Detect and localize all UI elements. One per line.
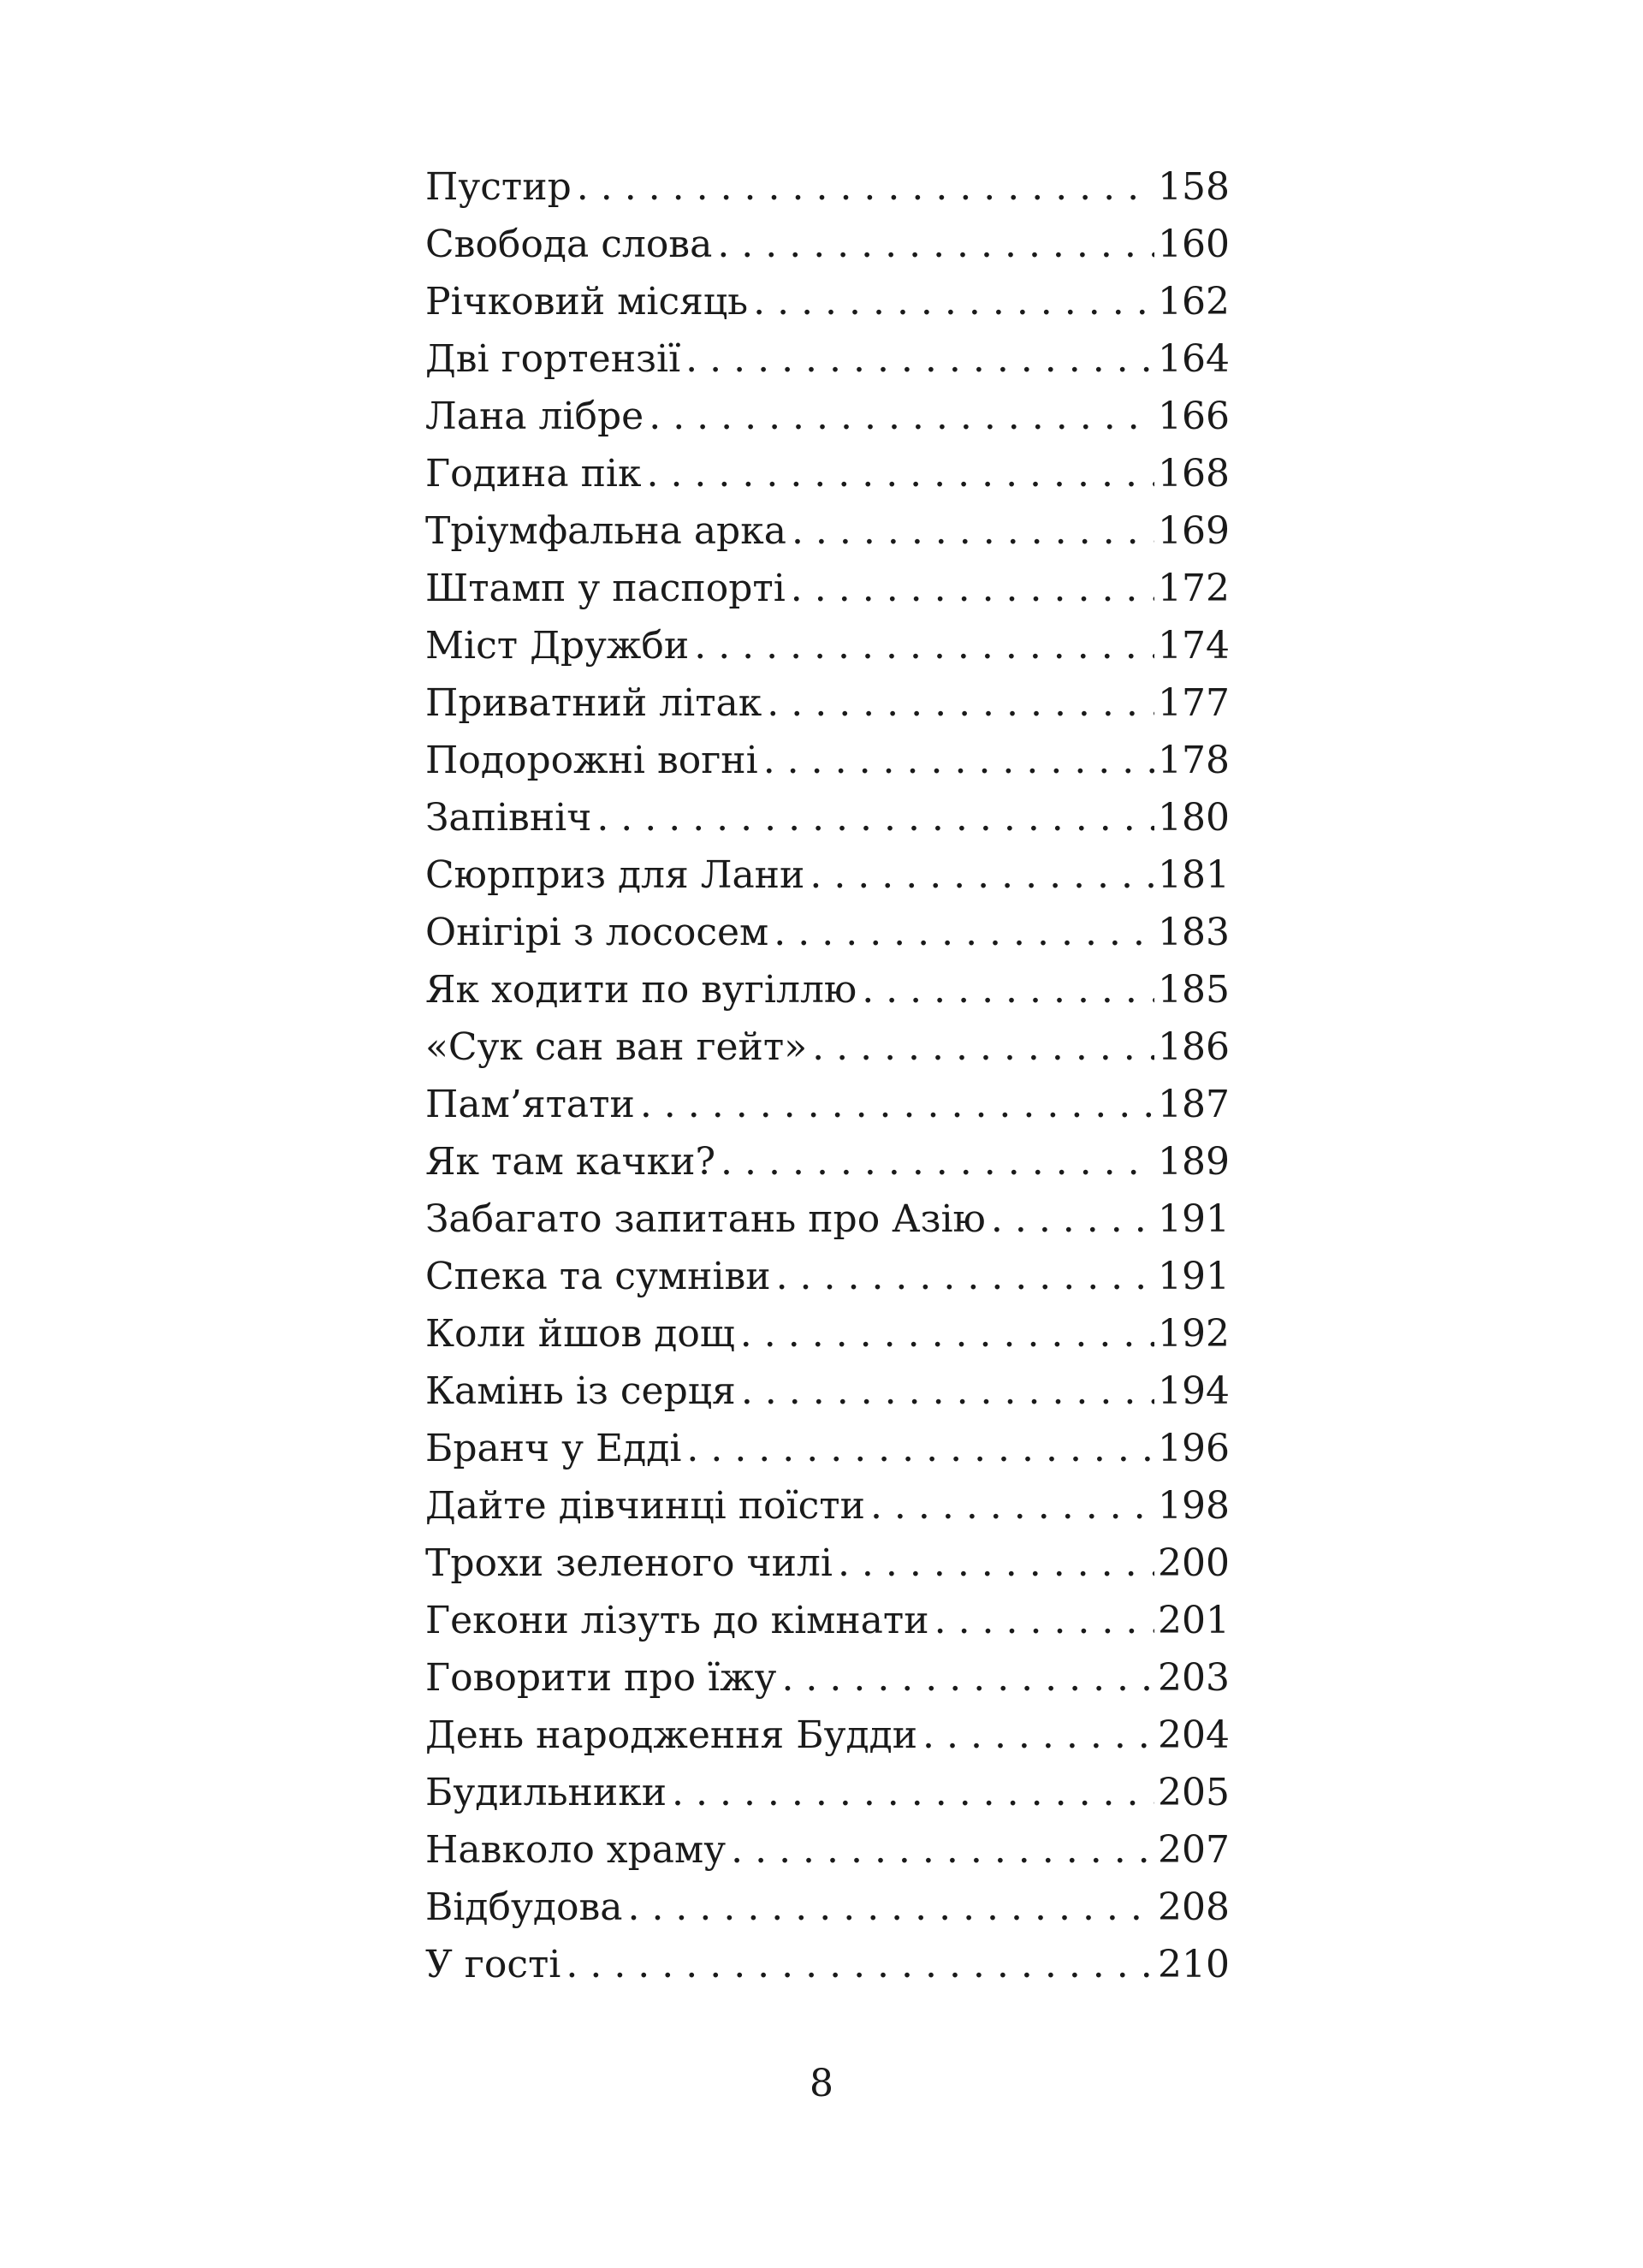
toc-entry-page: 185 [1158, 968, 1230, 1012]
toc-entry-title: Лана лібре [425, 395, 644, 438]
toc-entry-title: Тріумфальна арка [425, 509, 786, 553]
toc-entry-page: 201 [1158, 1599, 1230, 1642]
page-number: 8 [810, 2062, 833, 2105]
toc-entry-page: 189 [1158, 1140, 1230, 1184]
toc-entry-title: Онігірі з лососем [425, 911, 769, 954]
toc-dot-leader [627, 1879, 1154, 1936]
toc-dot-leader [922, 1707, 1154, 1764]
toc-entry-title: Річковий місяць [425, 280, 749, 324]
toc-entry-page: 172 [1158, 567, 1230, 610]
toc-entry [425, 732, 1230, 789]
toc-dot-leader [640, 1076, 1154, 1133]
toc-entry [425, 1363, 1230, 1420]
toc-dot-leader [649, 388, 1154, 445]
toc-entry [425, 1477, 1230, 1535]
toc-entry-title: Як там качки? [425, 1140, 716, 1184]
toc-dot-leader [686, 1420, 1154, 1477]
toc-dot-leader [740, 1305, 1154, 1363]
toc-entry-title: Штамп у паспорті [425, 567, 786, 610]
toc-entry-title: Будильники [425, 1771, 667, 1814]
toc-dot-leader [566, 1936, 1154, 1993]
toc-entry-page: 169 [1158, 509, 1230, 553]
toc-entry-page: 200 [1158, 1541, 1230, 1585]
toc-dot-leader [753, 273, 1154, 330]
toc-entry-page: 194 [1158, 1369, 1230, 1413]
toc-entry [425, 158, 1230, 216]
toc-dot-leader [934, 1592, 1154, 1649]
toc-entry-title: «Сук сан ван гейт» [425, 1025, 808, 1069]
toc-entry-page: 181 [1158, 853, 1230, 897]
toc-dot-leader [672, 1764, 1154, 1821]
toc-entry [425, 1879, 1230, 1936]
toc-entry-title: Говорити про їжу [425, 1656, 777, 1700]
toc-entry [425, 789, 1230, 846]
toc-entry-page: 162 [1158, 280, 1230, 324]
toc-entry [425, 1420, 1230, 1477]
toc-entry-page: 160 [1158, 223, 1230, 266]
toc-entry-page: 210 [1158, 1943, 1230, 1986]
toc-entry-page: 180 [1158, 796, 1230, 840]
toc-entry-page: 198 [1158, 1484, 1230, 1528]
toc-dot-leader [694, 617, 1154, 674]
toc-entry [425, 904, 1230, 961]
toc-dot-leader [721, 1133, 1154, 1190]
toc-entry [425, 502, 1230, 560]
toc-entry [425, 1076, 1230, 1133]
toc-dot-leader [646, 445, 1154, 502]
toc-entry-page: 187 [1158, 1083, 1230, 1126]
toc-entry-title: Пам’ятати [425, 1083, 635, 1126]
toc-entry-page: 174 [1158, 624, 1230, 668]
toc-entry-title: Подорожні вогні [425, 739, 758, 782]
toc-dot-leader [774, 904, 1154, 961]
toc-entry [425, 273, 1230, 330]
toc-entry-title: Спека та сумніви [425, 1255, 771, 1298]
toc-dot-leader [792, 502, 1154, 560]
toc-entry-title: Запівніч [425, 796, 592, 840]
toc-dot-leader [838, 1535, 1154, 1592]
toc-entry-title: Коли йшов дощ [425, 1312, 735, 1356]
toc-entry [425, 1305, 1230, 1363]
toc-entry-title: Приватний літак [425, 681, 762, 725]
toc-entry-title: Пустир [425, 165, 572, 209]
toc-entry [425, 617, 1230, 674]
toc-entry-page: 178 [1158, 739, 1230, 782]
toc-entry-page: 208 [1158, 1885, 1230, 1929]
toc-dot-leader [791, 560, 1154, 617]
toc-entry-page: 183 [1158, 911, 1230, 954]
toc-entry [425, 388, 1230, 445]
toc-entry-page: 207 [1158, 1828, 1230, 1872]
toc-entry [425, 1592, 1230, 1649]
toc-entry-title: У гості [425, 1943, 561, 1986]
toc-entry-title: День народження Будди [425, 1713, 918, 1757]
toc-dot-leader [685, 330, 1154, 388]
toc-entry-title: Відбудова [425, 1885, 623, 1929]
toc-entry-page: 191 [1158, 1197, 1230, 1241]
toc-entry-title: Трохи зеленого чилі [425, 1541, 833, 1585]
toc-entry-title: Дайте дівчинці поїсти [425, 1484, 865, 1528]
toc-dot-leader [717, 216, 1154, 273]
toc-entry-page: 164 [1158, 337, 1230, 381]
toc-dot-leader [767, 674, 1154, 732]
toc-entry [425, 961, 1230, 1018]
toc-dot-leader [812, 1018, 1154, 1076]
toc-entry [425, 1936, 1230, 1993]
toc-entry-title: Година пік [425, 452, 642, 496]
toc-entry-title: Навколо храму [425, 1828, 727, 1872]
toc-entry-page: 205 [1158, 1771, 1230, 1814]
toc-entry [425, 1649, 1230, 1707]
toc-entry [425, 216, 1230, 273]
toc-entry [425, 560, 1230, 617]
toc-entry-title: Бранч у Едді [425, 1427, 682, 1470]
toc-entry [425, 674, 1230, 732]
toc-entry [425, 1133, 1230, 1190]
toc-entry [425, 1248, 1230, 1305]
toc-dot-leader [870, 1477, 1154, 1535]
toc-entry-page: 192 [1158, 1312, 1230, 1356]
toc-dot-leader [810, 846, 1154, 904]
table-of-contents [425, 158, 1230, 1993]
toc-entry [425, 1821, 1230, 1879]
toc-entry [425, 1535, 1230, 1592]
toc-entry-title: Забагато запитань про Азію [425, 1197, 986, 1241]
toc-dot-leader [731, 1821, 1154, 1879]
toc-dot-leader [577, 158, 1154, 216]
toc-dot-leader [776, 1248, 1154, 1305]
toc-dot-leader [781, 1649, 1154, 1707]
toc-dot-leader [763, 732, 1154, 789]
toc-entry-title: Дві гортензії [425, 337, 681, 381]
toc-entry-page: 204 [1158, 1713, 1230, 1757]
toc-dot-leader [596, 789, 1154, 846]
toc-entry-title: Гекони лізуть до кімнати [425, 1599, 929, 1642]
toc-entry [425, 330, 1230, 388]
toc-entry [425, 1707, 1230, 1764]
toc-entry-title: Свобода слова [425, 223, 713, 266]
toc-entry-title: Як ходити по вугіллю [425, 968, 857, 1012]
toc-entry-title: Міст Дружби [425, 624, 690, 668]
toc-entry-page: 203 [1158, 1656, 1230, 1700]
toc-entry-page: 158 [1158, 165, 1230, 209]
toc-entry-page: 177 [1158, 681, 1230, 725]
toc-dot-leader [741, 1363, 1154, 1420]
toc-entry [425, 1190, 1230, 1248]
toc-entry [425, 846, 1230, 904]
toc-entry-page: 168 [1158, 452, 1230, 496]
toc-entry-title: Камінь із серця [425, 1369, 736, 1413]
toc-entry-page: 196 [1158, 1427, 1230, 1470]
toc-dot-leader [862, 961, 1154, 1018]
toc-dot-leader [991, 1190, 1154, 1248]
toc-entry-page: 191 [1158, 1255, 1230, 1298]
toc-entry-title: Сюрприз для Лани [425, 853, 805, 897]
toc-entry [425, 445, 1230, 502]
toc-entry [425, 1018, 1230, 1076]
toc-entry-page: 186 [1158, 1025, 1230, 1069]
toc-entry-page: 166 [1158, 395, 1230, 438]
toc-entry [425, 1764, 1230, 1821]
